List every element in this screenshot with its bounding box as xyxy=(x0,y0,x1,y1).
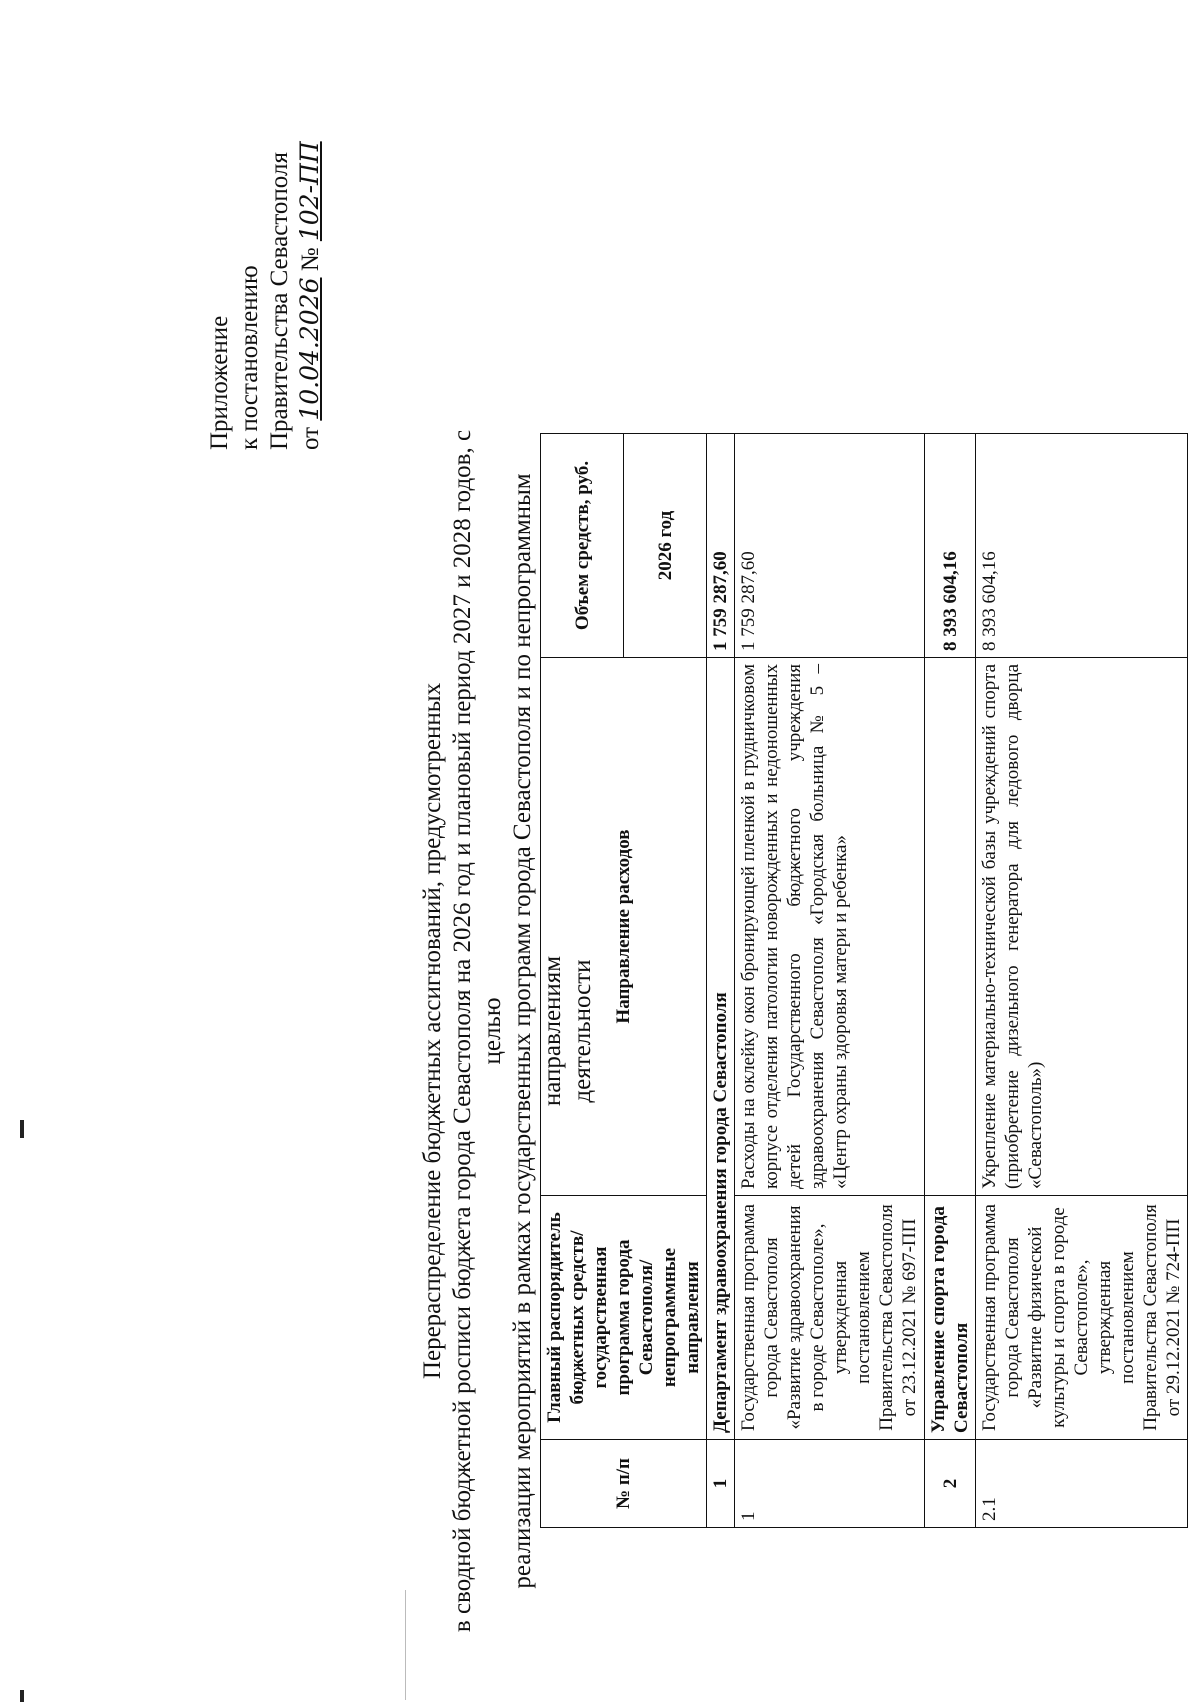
title-line: Перераспределение бюджетных ассигнований, предусмотренных xyxy=(419,682,446,1380)
cell-program: Государственная программа города Севастополя «Развитие здравоохранения в городе Севастополе», утвержденная постановлением Правительства Севастополя от 23.12.2021 № 697-ПП xyxy=(735,1196,925,1440)
cell-direction: Укрепление материально-технической базы учреждений спорта (приобретение дизельного генератора для ледового дворца «Севастополь») xyxy=(976,658,1188,1196)
cell-num: 1 xyxy=(707,1440,735,1528)
number-prefix: № xyxy=(297,247,324,272)
appendix-line: Приложение xyxy=(206,315,233,450)
table-row xyxy=(707,434,735,1528)
appendix-date-line xyxy=(295,110,326,450)
number-value: 102-ПП xyxy=(295,141,324,242)
cell-program: Управление спорта города Севастополя xyxy=(925,1196,976,1440)
cell-program: Департамент здравоохранения города Севастополя xyxy=(707,658,735,1440)
header-num: № п/п xyxy=(541,1440,707,1528)
title-line: деятельности xyxy=(569,959,596,1103)
cell-direction xyxy=(925,658,976,1196)
title-line: реализации мероприятий в рамках государственных программ города Севастополя и по непрограммным направлениям xyxy=(509,473,566,1589)
date-prefix: от xyxy=(297,426,324,450)
cell-num: 2.1 xyxy=(976,1440,1188,1528)
table-row xyxy=(976,434,1188,1528)
header-program: Главный распорядитель бюджетных средств/государственная программа города Севастополя/непрограммные направления xyxy=(541,1196,707,1440)
appendix-stamp xyxy=(205,110,326,450)
date-value: 10.04.2026 xyxy=(295,277,324,421)
appendix-line: к постановлению xyxy=(236,265,263,450)
table-header-row xyxy=(541,434,624,1528)
cell-amount: 1 759 287,60 xyxy=(707,434,735,658)
title-line: в сводной бюджетной росписи бюджета города Севастополя на 2026 год и плановый период 2027 и 2028 годов, с целью xyxy=(449,429,506,1633)
header-direction: Направление расходов xyxy=(541,658,707,1196)
appendix-line: Правительства Севастополя xyxy=(266,152,293,450)
cell-direction: Расходы на оклейку окон бронирующей пленкой в грудничковом корпусе отделения патологии новорожденных и недоношенных детей Государственного бюджетного учреждения здравоохранения Севастополя «Городская больница № 5 – «Центр охраны здоровья матери и ребенка» xyxy=(735,658,925,1196)
header-year: 2026 год xyxy=(624,434,707,658)
cell-num: 2 xyxy=(925,1440,976,1528)
cell-amount: 8 393 604,16 xyxy=(976,434,1188,658)
cell-num: 1 xyxy=(735,1440,925,1528)
allocation-table xyxy=(540,433,1188,1528)
cell-program: Государственная программа города Севастополя «Развитие физической культуры и спорта в городе Севастополе», утвержденная постановлением Правительства Севастополя от 29.12.2021 № 724-ПП xyxy=(976,1196,1188,1440)
cell-amount: 8 393 604,16 xyxy=(925,434,976,658)
table-row xyxy=(735,434,925,1528)
table-row xyxy=(925,434,976,1528)
cell-amount: 1 759 287,60 xyxy=(735,434,925,658)
header-amount: Объем средств, руб. xyxy=(541,434,624,658)
